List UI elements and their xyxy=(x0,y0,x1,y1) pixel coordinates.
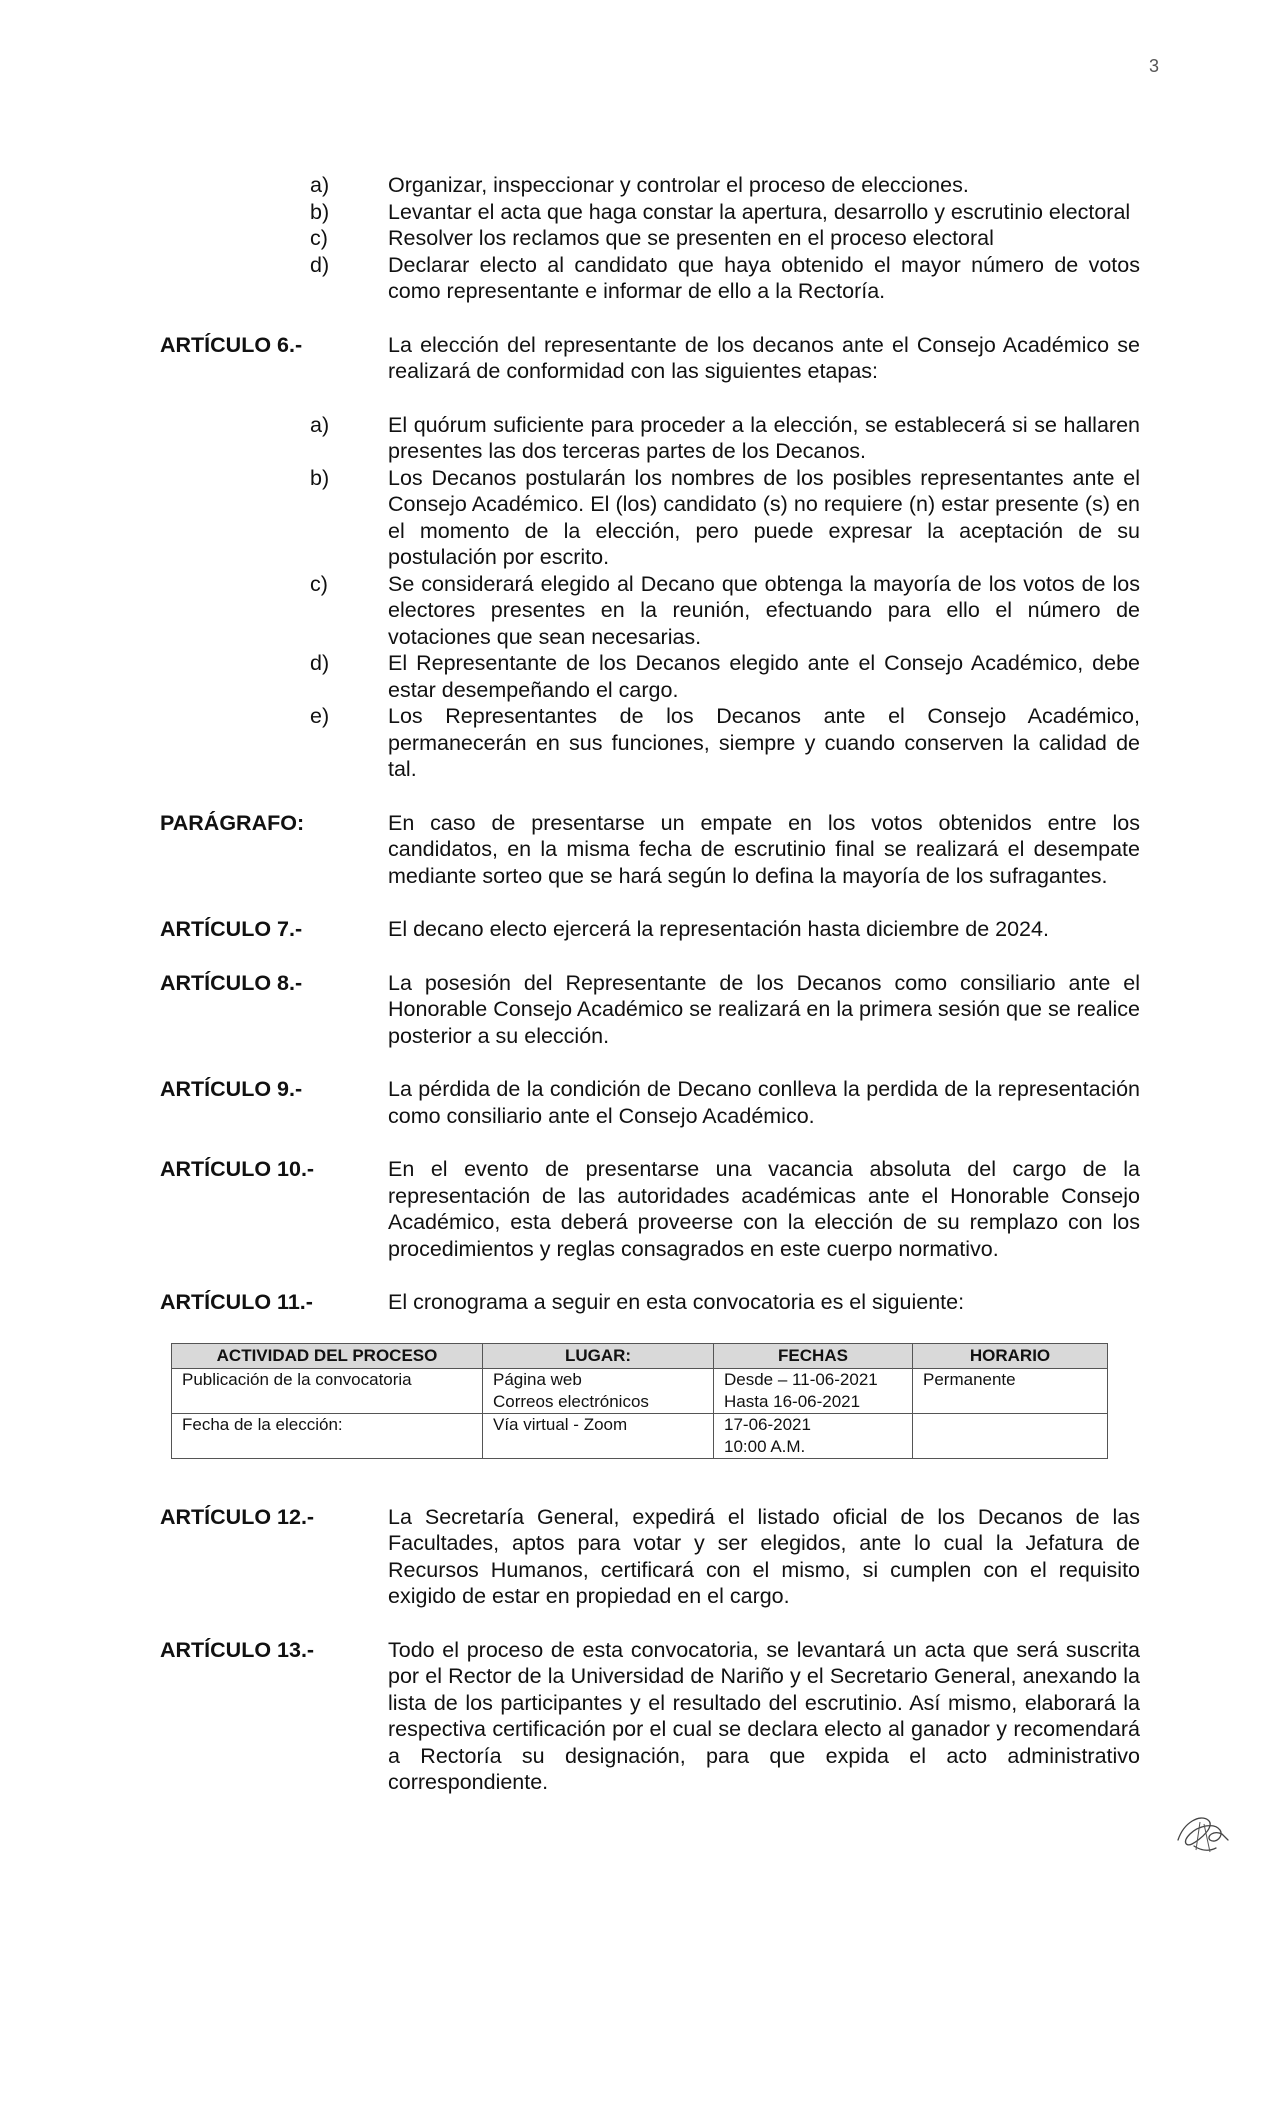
article-text: La Secretaría General, expedirá el listado oficial de los Decanos de las Facultades, aptos para votar y ser elegidos, ante lo cual la Jefatura de Recursos Humanos, certificará con el mismo, si cumplen con el requisito exigido de estar en propiedad en el cargo. xyxy=(388,1504,1140,1608)
list-marker: c) xyxy=(310,226,328,250)
article-text: En caso de presentarse un empate en los votos obtenidos entre los candidatos, en la misma fecha de escrutinio final se realizará el desempate mediante sorteo que se hará según lo defina la mayoría de los sufragantes. xyxy=(388,810,1140,888)
document-body xyxy=(160,172,1140,1796)
article-text: La pérdida de la condición de Decano conlleva la perdida de la representación como consiliario ante el Consejo Académico. xyxy=(388,1077,1140,1128)
article-9 xyxy=(160,1076,1140,1129)
stages-list xyxy=(160,412,1140,783)
article-8 xyxy=(160,970,1140,1050)
list-item-text: Organizar, inspeccionar y controlar el proceso de elecciones. xyxy=(388,173,969,197)
table-header-cell: ACTIVIDAD DEL PROCESO xyxy=(172,1343,483,1368)
table-header-row xyxy=(172,1343,1108,1368)
article-6 xyxy=(160,332,1140,385)
article-text: El cronograma a seguir en esta convocatoria es el siguiente: xyxy=(388,1290,965,1314)
list-marker: b) xyxy=(310,465,330,490)
article-text: La posesión del Representante de los Decanos como consiliario ante el Honorable Consejo Académico se realizará en la primera sesión que se realice posterior a su elección. xyxy=(388,970,1140,1048)
signature-mark xyxy=(1170,1800,1232,1862)
list-item-text: Los Decanos postularán los nombres de los posibles representantes ante el Consejo Académico. El (los) candidato (s) no requiere (n) estar presente (s) en el momento de la elección, pero puede expresar la aceptación de su postulación por escrito. xyxy=(388,465,1140,569)
list-marker: b) xyxy=(310,199,330,224)
cell-line: 17-06-2021 xyxy=(724,1414,811,1434)
article-7 xyxy=(160,916,1140,943)
list-item xyxy=(160,199,1140,226)
table-header-cell: LUGAR: xyxy=(483,1343,714,1368)
cell-line: Correos electrónicos xyxy=(493,1391,649,1411)
list-marker: a) xyxy=(310,173,330,197)
article-12 xyxy=(160,1504,1140,1610)
list-item xyxy=(160,571,1140,651)
article-13 xyxy=(160,1637,1140,1796)
article-label: ARTÍCULO 9.- xyxy=(160,1077,303,1101)
article-label: ARTÍCULO 8.- xyxy=(160,970,303,995)
list-item xyxy=(160,650,1140,703)
table-header-cell: HORARIO xyxy=(913,1343,1108,1368)
table-cell-schedule xyxy=(913,1413,1108,1458)
article-label: ARTÍCULO 6.- xyxy=(160,332,303,357)
list-marker: d) xyxy=(310,651,330,675)
list-item xyxy=(160,252,1140,305)
page-number: 3 xyxy=(1148,56,1159,76)
article-10 xyxy=(160,1156,1140,1262)
article-label: ARTÍCULO 11.- xyxy=(160,1290,313,1314)
cell-line: Desde – 11-06-2021 xyxy=(724,1369,878,1389)
article-text: La elección del representante de los decanos ante el Consejo Académico se realizará de conformidad con las siguientes etapas: xyxy=(388,332,1140,383)
cell-line: Hasta 16-06-2021 xyxy=(724,1391,861,1411)
table-row xyxy=(172,1413,1108,1458)
list-marker: a) xyxy=(310,412,330,437)
list-marker: e) xyxy=(310,704,330,728)
schedule-table xyxy=(171,1343,1108,1459)
list-item-text: Declarar electo al candidato que haya obtenido el mayor número de votos como representante e informar de ello a la Rectoría. xyxy=(388,252,1140,303)
article-text: Todo el proceso de esta convocatoria, se levantará un acta que será suscrita por el Rector de la Universidad de Nariño y el Secretario General, anexando la lista de los participantes y el resultado del escrutinio. Así mismo, elaborará la respectiva certificación por el cual se declara electo al ganador y recomendará a Rectoría su designación, para que expida el acto administrativo correspondiente. xyxy=(388,1637,1140,1794)
cell-line: 10:00 A.M. xyxy=(724,1436,806,1456)
table-row xyxy=(172,1368,1108,1413)
list-item xyxy=(160,465,1140,571)
cell-line: Vía virtual - Zoom xyxy=(493,1414,628,1434)
table-cell-place xyxy=(483,1368,714,1413)
table-cell-dates xyxy=(714,1413,913,1458)
article-label: PARÁGRAFO: xyxy=(160,810,305,835)
article-text: En el evento de presentarse una vacancia absoluta del cargo de la representación de las autoridades académicas ante el Honorable Consejo Académico, esta deberá proveerse con la elección de su remplazo con los procedimientos y reglas consagrados en este cuerpo normativo. xyxy=(388,1157,1140,1261)
article-label: ARTÍCULO 7.- xyxy=(160,917,303,941)
duties-list xyxy=(160,172,1140,305)
article-label: ARTÍCULO 12.- xyxy=(160,1504,315,1529)
article-label: ARTÍCULO 13.- xyxy=(160,1637,315,1662)
cell-line: Página web xyxy=(493,1369,582,1389)
list-item-text: Se considerará elegido al Decano que obtenga la mayoría de los votos de los electores presentes en la reunión, efectuando para ello el número de votaciones que sean necesarias. xyxy=(388,571,1140,649)
list-item-text: Los Representantes de los Decanos ante el Consejo Académico, permanecerán en sus funciones, siempre y cuando conserven la calidad de tal. xyxy=(388,704,1140,781)
article-11 xyxy=(160,1289,1140,1316)
list-item xyxy=(160,412,1140,465)
list-item xyxy=(160,225,1140,252)
paragrafo xyxy=(160,810,1140,890)
list-item-text: El quórum suficiente para proceder a la elección, se establecerá si se hallaren presentes las dos terceras partes de los Decanos. xyxy=(388,412,1140,463)
table-cell-dates xyxy=(714,1368,913,1413)
list-marker: c) xyxy=(310,571,328,596)
article-label: ARTÍCULO 10.- xyxy=(160,1157,315,1181)
table-cell-activity: Fecha de la elección: xyxy=(172,1413,483,1458)
table-cell-place xyxy=(483,1413,714,1458)
list-marker: d) xyxy=(310,252,330,277)
list-item xyxy=(160,703,1140,783)
list-item-text: Levantar el acta que haga constar la apertura, desarrollo y escrutinio electoral xyxy=(388,199,1131,224)
list-item-text: El Representante de los Decanos elegido ante el Consejo Académico, debe estar desempeñando el cargo. xyxy=(388,651,1140,702)
article-text: El decano electo ejercerá la representación hasta diciembre de 2024. xyxy=(388,917,1049,941)
table-cell-activity: Publicación de la convocatoria xyxy=(172,1368,483,1413)
table-header-cell: FECHAS xyxy=(714,1343,913,1368)
table-cell-schedule: Permanente xyxy=(913,1368,1108,1413)
list-item-text: Resolver los reclamos que se presenten en el proceso electoral xyxy=(388,226,994,250)
list-item xyxy=(160,172,1140,199)
